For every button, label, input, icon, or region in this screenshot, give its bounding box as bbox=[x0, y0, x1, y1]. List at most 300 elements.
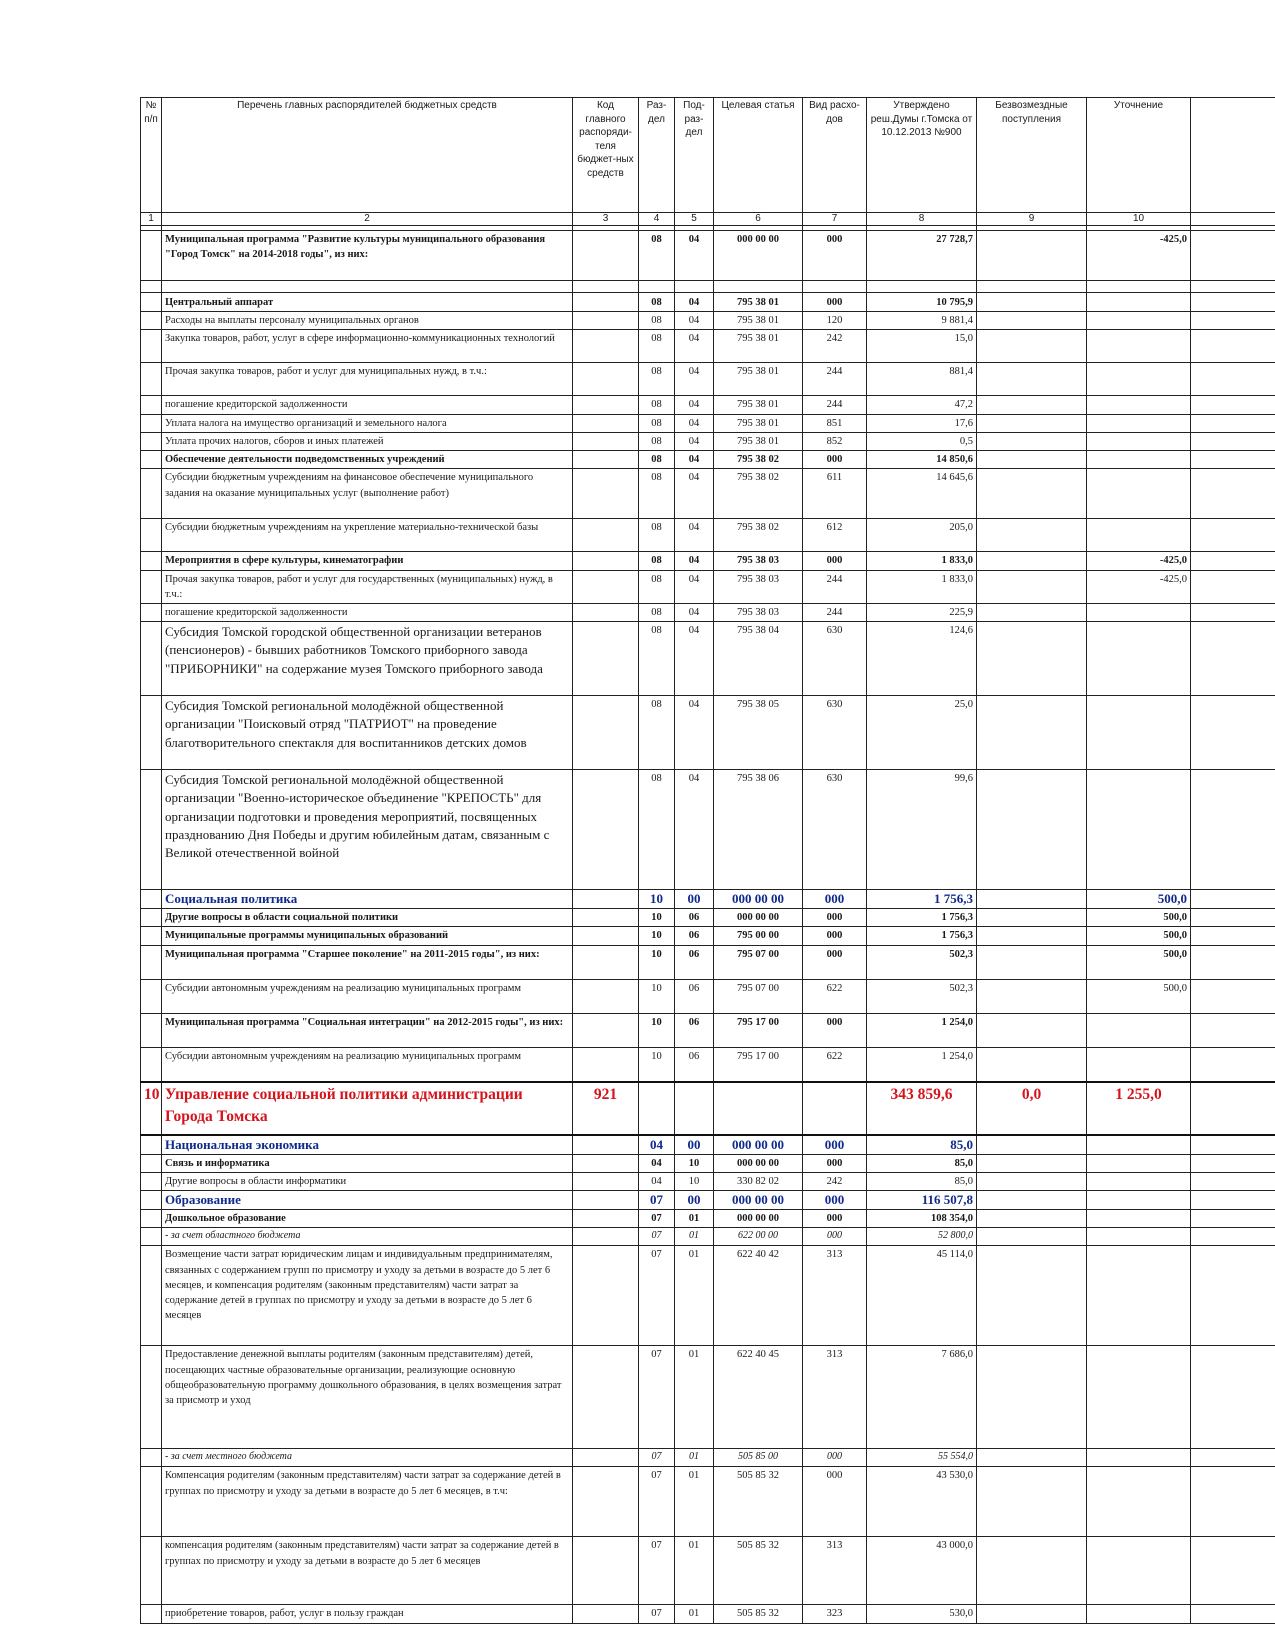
row-name: приобретение товаров, работ, услуг в пользу граждан bbox=[162, 1605, 573, 1623]
row-expense-type: 244 bbox=[803, 570, 867, 603]
row-extra bbox=[1191, 396, 1275, 414]
row-section: 04 bbox=[639, 1135, 675, 1155]
row-expense-type: 244 bbox=[803, 396, 867, 414]
row-number bbox=[141, 1013, 162, 1047]
row-subsection: 01 bbox=[675, 1537, 714, 1605]
row-grants bbox=[977, 519, 1087, 552]
row-approved: 85,0 bbox=[867, 1154, 977, 1172]
row-expense-type: 244 bbox=[803, 363, 867, 396]
row-extra bbox=[1191, 945, 1275, 979]
row-approved: 10 795,9 bbox=[867, 293, 977, 312]
row-grants bbox=[977, 451, 1087, 469]
row-target-article: 000 00 00 bbox=[714, 890, 803, 909]
row-extra bbox=[1191, 432, 1275, 450]
table-row bbox=[141, 1172, 1275, 1190]
row-target-article: 795 38 03 bbox=[714, 603, 803, 621]
table-row bbox=[141, 770, 1275, 890]
row-number bbox=[141, 1605, 162, 1623]
row-section: 08 bbox=[639, 231, 675, 281]
row-extra bbox=[1191, 519, 1275, 552]
row-subsection: 10 bbox=[675, 1172, 714, 1190]
row-expense-type: 622 bbox=[803, 979, 867, 1013]
row-code bbox=[573, 927, 639, 945]
row-code bbox=[573, 469, 639, 519]
row-section: 08 bbox=[639, 312, 675, 330]
row-adjustment bbox=[1087, 1172, 1191, 1190]
row-code bbox=[573, 1013, 639, 1047]
row-code bbox=[573, 1154, 639, 1172]
row-code bbox=[573, 1246, 639, 1346]
row-grants bbox=[977, 1537, 1087, 1605]
row-grants bbox=[977, 1228, 1087, 1246]
row-expense-type: 000 bbox=[803, 293, 867, 312]
row-expense-type: 611 bbox=[803, 469, 867, 519]
row-section: 10 bbox=[639, 909, 675, 927]
row-subsection: 06 bbox=[675, 979, 714, 1013]
row-subsection: 01 bbox=[675, 1449, 714, 1467]
row-target-article: 795 00 00 bbox=[714, 927, 803, 945]
row-code bbox=[573, 519, 639, 552]
col-number: 7 bbox=[803, 213, 867, 226]
row-code bbox=[573, 1210, 639, 1228]
row-approved: 343 859,6 bbox=[867, 1082, 977, 1135]
row-extra bbox=[1191, 603, 1275, 621]
row-section: 10 bbox=[639, 979, 675, 1013]
row-number bbox=[141, 293, 162, 312]
row-adjustment bbox=[1087, 1467, 1191, 1537]
row-approved: 14 645,6 bbox=[867, 469, 977, 519]
row-approved: 502,3 bbox=[867, 945, 977, 979]
row-adjustment: 500,0 bbox=[1087, 945, 1191, 979]
row-grants bbox=[977, 1449, 1087, 1467]
col-header-name: Перечень главных распорядителей бюджетных средств bbox=[162, 98, 573, 213]
row-approved: 27 728,7 bbox=[867, 231, 977, 281]
row-code: 921 bbox=[573, 1082, 639, 1135]
row-name: Субсидия Томской региональной молодёжной общественной организации "Поисковый отряд "ПАТРИОТ" на проведение благотворительного спектакля для воспитанников детских домов bbox=[162, 696, 573, 770]
row-number bbox=[141, 622, 162, 696]
row-extra bbox=[1191, 1467, 1275, 1537]
row-target-article: 505 85 00 bbox=[714, 1449, 803, 1467]
row-subsection: 04 bbox=[675, 770, 714, 890]
row-grants bbox=[977, 979, 1087, 1013]
row-extra bbox=[1191, 1210, 1275, 1228]
row-expense-type: 313 bbox=[803, 1246, 867, 1346]
row-name: Прочая закупка товаров, работ и услуг для государственных (муниципальных) нужд, в т.ч.: bbox=[162, 570, 573, 603]
row-section: 07 bbox=[639, 1346, 675, 1449]
row-number bbox=[141, 396, 162, 414]
row-adjustment: -425,0 bbox=[1087, 231, 1191, 281]
row-target-article: 795 07 00 bbox=[714, 945, 803, 979]
row-number bbox=[141, 469, 162, 519]
row-number bbox=[141, 1135, 162, 1155]
row-subsection: 01 bbox=[675, 1467, 714, 1537]
column-number-row bbox=[141, 213, 1275, 226]
row-subsection: 01 bbox=[675, 1246, 714, 1346]
row-grants bbox=[977, 603, 1087, 621]
row-name: Закупка товаров, работ, услуг в сфере информационно-коммуникационных технологий bbox=[162, 330, 573, 363]
row-subsection: 04 bbox=[675, 414, 714, 432]
row-grants bbox=[977, 1346, 1087, 1449]
row-approved: 124,6 bbox=[867, 622, 977, 696]
row-target-article: 000 00 00 bbox=[714, 1154, 803, 1172]
budget-rows bbox=[141, 231, 1275, 1624]
row-extra bbox=[1191, 570, 1275, 603]
row-number bbox=[141, 770, 162, 890]
row-expense-type: 630 bbox=[803, 770, 867, 890]
table-row bbox=[141, 231, 1275, 281]
row-number bbox=[141, 1228, 162, 1246]
row-expense-type: 000 bbox=[803, 1191, 867, 1210]
row-expense-type: 000 bbox=[803, 1210, 867, 1228]
col-header-approved: Утверждено реш.Думы г.Томска от 10.12.2013 №900 bbox=[867, 98, 977, 213]
row-approved: 85,0 bbox=[867, 1135, 977, 1155]
row-subsection: 04 bbox=[675, 451, 714, 469]
row-number bbox=[141, 519, 162, 552]
table-row bbox=[141, 927, 1275, 945]
row-name: Национальная экономика bbox=[162, 1135, 573, 1155]
row-extra bbox=[1191, 1013, 1275, 1047]
row-approved: 502,3 bbox=[867, 979, 977, 1013]
row-extra bbox=[1191, 1537, 1275, 1605]
row-expense-type: 323 bbox=[803, 1605, 867, 1623]
row-approved: 1 756,3 bbox=[867, 927, 977, 945]
row-grants bbox=[977, 770, 1087, 890]
row-adjustment bbox=[1087, 363, 1191, 396]
row-target-article: 795 07 00 bbox=[714, 979, 803, 1013]
row-section: 08 bbox=[639, 432, 675, 450]
row-approved: 0,5 bbox=[867, 432, 977, 450]
row-name: Социальная политика bbox=[162, 890, 573, 909]
row-code bbox=[573, 1191, 639, 1210]
col-header-subsection: Под-раз-дел bbox=[675, 98, 714, 213]
row-subsection: 04 bbox=[675, 293, 714, 312]
row-approved: 99,6 bbox=[867, 770, 977, 890]
row-adjustment bbox=[1087, 1346, 1191, 1449]
col-number: 1 bbox=[141, 213, 162, 226]
table-row bbox=[141, 1013, 1275, 1047]
row-extra bbox=[1191, 363, 1275, 396]
row-grants bbox=[977, 330, 1087, 363]
table-row bbox=[141, 1467, 1275, 1537]
row-subsection: 00 bbox=[675, 1191, 714, 1210]
row-number bbox=[141, 890, 162, 909]
row-subsection: 04 bbox=[675, 330, 714, 363]
row-expense-type: 244 bbox=[803, 603, 867, 621]
col-number: 3 bbox=[573, 213, 639, 226]
row-target-article: 795 38 01 bbox=[714, 330, 803, 363]
row-grants bbox=[977, 414, 1087, 432]
row-number bbox=[141, 1191, 162, 1210]
row-expense-type: 313 bbox=[803, 1537, 867, 1605]
row-number bbox=[141, 312, 162, 330]
row-code bbox=[573, 1135, 639, 1155]
row-grants bbox=[977, 312, 1087, 330]
row-grants bbox=[977, 1154, 1087, 1172]
row-extra bbox=[1191, 1082, 1275, 1135]
row-grants bbox=[977, 1013, 1087, 1047]
row-code bbox=[573, 451, 639, 469]
col-number: 5 bbox=[675, 213, 714, 226]
row-extra bbox=[1191, 231, 1275, 281]
row-grants bbox=[977, 1246, 1087, 1346]
row-number bbox=[141, 552, 162, 570]
row-extra bbox=[1191, 1449, 1275, 1467]
row-number bbox=[141, 603, 162, 621]
row-subsection: 00 bbox=[675, 1135, 714, 1155]
row-subsection: 04 bbox=[675, 603, 714, 621]
row-extra bbox=[1191, 1172, 1275, 1190]
col-number bbox=[1191, 213, 1275, 226]
row-target-article: 795 38 06 bbox=[714, 770, 803, 890]
row-name: Уплата прочих налогов, сборов и иных платежей bbox=[162, 432, 573, 450]
row-approved: 9 881,4 bbox=[867, 312, 977, 330]
row-name: Дошкольное образование bbox=[162, 1210, 573, 1228]
row-adjustment bbox=[1087, 469, 1191, 519]
row-code bbox=[573, 570, 639, 603]
row-approved: 25,0 bbox=[867, 696, 977, 770]
row-subsection: 01 bbox=[675, 1210, 714, 1228]
row-code bbox=[573, 1047, 639, 1082]
col-number: 8 bbox=[867, 213, 977, 226]
row-code bbox=[573, 396, 639, 414]
row-section: 08 bbox=[639, 414, 675, 432]
row-grants bbox=[977, 1191, 1087, 1210]
row-grants bbox=[977, 552, 1087, 570]
row-section: 08 bbox=[639, 696, 675, 770]
row-number bbox=[141, 1537, 162, 1605]
row-approved: 1 833,0 bbox=[867, 552, 977, 570]
row-code bbox=[573, 293, 639, 312]
row-grants bbox=[977, 396, 1087, 414]
row-approved: 14 850,6 bbox=[867, 451, 977, 469]
row-number bbox=[141, 979, 162, 1013]
row-extra bbox=[1191, 1346, 1275, 1449]
row-section: 08 bbox=[639, 469, 675, 519]
row-target-article: 795 17 00 bbox=[714, 1047, 803, 1082]
row-approved: 15,0 bbox=[867, 330, 977, 363]
row-number bbox=[141, 570, 162, 603]
row-extra bbox=[1191, 469, 1275, 519]
row-grants bbox=[977, 622, 1087, 696]
row-section: 10 bbox=[639, 945, 675, 979]
row-target-article: 795 38 01 bbox=[714, 414, 803, 432]
row-grants bbox=[977, 696, 1087, 770]
row-name: Компенсация родителям (законным представителям) части затрат за содержание детей в группах по присмотру и уходу за детьми в возрасте до 5 лет 6 месяцев, в т.ч: bbox=[162, 1467, 573, 1537]
row-adjustment bbox=[1087, 1449, 1191, 1467]
row-approved: 47,2 bbox=[867, 396, 977, 414]
row-section: 08 bbox=[639, 622, 675, 696]
table-row bbox=[141, 603, 1275, 621]
row-name: Другие вопросы в области социальной политики bbox=[162, 909, 573, 927]
col-header-target-article: Целевая статья bbox=[714, 98, 803, 213]
table-row bbox=[141, 293, 1275, 312]
table-row bbox=[141, 312, 1275, 330]
row-code bbox=[573, 330, 639, 363]
row-name: Муниципальная программа "Развитие культуры муниципального образования "Город Томск" на 2014-2018 годы", из них: bbox=[162, 231, 573, 281]
row-grants bbox=[977, 570, 1087, 603]
row-name: компенсация родителям (законным представителям) части затрат за содержание детей в группах по присмотру и уходу за детьми в возрасте до 5 лет 6 месяцев bbox=[162, 1537, 573, 1605]
col-header-extra bbox=[1191, 98, 1275, 213]
row-expense-type: 851 bbox=[803, 414, 867, 432]
row-grants bbox=[977, 909, 1087, 927]
row-expense-type: 000 bbox=[803, 1449, 867, 1467]
row-name: погашение кредиторской задолженности bbox=[162, 603, 573, 621]
row-name: Субсидия Томской городской общественной организации ветеранов (пенсионеров) - бывших работников Томского приборного завода "ПРИБОРНИКИ" на содержание музея Томского приборного завода bbox=[162, 622, 573, 696]
row-name: - за счет местного бюджета bbox=[162, 1449, 573, 1467]
row-approved: 1 756,3 bbox=[867, 909, 977, 927]
table-row bbox=[141, 1210, 1275, 1228]
row-name: Центральный аппарат bbox=[162, 293, 573, 312]
row-grants bbox=[977, 363, 1087, 396]
row-adjustment: 500,0 bbox=[1087, 909, 1191, 927]
row-number bbox=[141, 231, 162, 281]
row-grants bbox=[977, 945, 1087, 979]
table-row bbox=[141, 1346, 1275, 1449]
row-target-article: 795 38 01 bbox=[714, 432, 803, 450]
table-row bbox=[141, 1246, 1275, 1346]
row-subsection: 06 bbox=[675, 945, 714, 979]
table-row bbox=[141, 1605, 1275, 1623]
header-row bbox=[141, 98, 1275, 213]
row-subsection: 04 bbox=[675, 312, 714, 330]
row-approved: 108 354,0 bbox=[867, 1210, 977, 1228]
row-section: 10 bbox=[639, 890, 675, 909]
table-row bbox=[141, 363, 1275, 396]
row-approved: 7 686,0 bbox=[867, 1346, 977, 1449]
row-adjustment: 1 255,0 bbox=[1087, 1082, 1191, 1135]
row-approved: 43 530,0 bbox=[867, 1467, 977, 1537]
row-subsection: 06 bbox=[675, 927, 714, 945]
row-expense-type: 000 bbox=[803, 451, 867, 469]
row-section: 08 bbox=[639, 570, 675, 603]
row-grants bbox=[977, 231, 1087, 281]
row-code bbox=[573, 552, 639, 570]
row-expense-type: 120 bbox=[803, 312, 867, 330]
col-header-adjustment: Уточнение bbox=[1087, 98, 1191, 213]
col-number: 10 bbox=[1087, 213, 1191, 226]
row-section: 04 bbox=[639, 1172, 675, 1190]
row-code bbox=[573, 603, 639, 621]
row-target-article bbox=[714, 1082, 803, 1135]
row-code bbox=[573, 432, 639, 450]
table-row bbox=[141, 432, 1275, 450]
row-subsection: 04 bbox=[675, 396, 714, 414]
row-adjustment bbox=[1087, 1605, 1191, 1623]
row-target-article: 000 00 00 bbox=[714, 1210, 803, 1228]
row-expense-type: 000 bbox=[803, 909, 867, 927]
row-approved: 205,0 bbox=[867, 519, 977, 552]
row-number bbox=[141, 1346, 162, 1449]
row-target-article: 795 38 02 bbox=[714, 519, 803, 552]
row-expense-type: 630 bbox=[803, 696, 867, 770]
row-section: 07 bbox=[639, 1467, 675, 1537]
row-subsection: 04 bbox=[675, 469, 714, 519]
row-expense-type bbox=[803, 1082, 867, 1135]
row-code bbox=[573, 1537, 639, 1605]
row-target-article: 795 38 04 bbox=[714, 622, 803, 696]
row-name: Мероприятия в сфере культуры, кинематографии bbox=[162, 552, 573, 570]
row-grants bbox=[977, 1135, 1087, 1155]
row-section: 10 bbox=[639, 1013, 675, 1047]
row-target-article: 505 85 32 bbox=[714, 1605, 803, 1623]
row-code bbox=[573, 979, 639, 1013]
row-approved: 43 000,0 bbox=[867, 1537, 977, 1605]
row-expense-type: 000 bbox=[803, 890, 867, 909]
row-target-article: 330 82 02 bbox=[714, 1172, 803, 1190]
row-adjustment bbox=[1087, 330, 1191, 363]
row-target-article: 795 38 02 bbox=[714, 451, 803, 469]
row-expense-type: 000 bbox=[803, 552, 867, 570]
row-approved: 45 114,0 bbox=[867, 1246, 977, 1346]
row-section: 07 bbox=[639, 1605, 675, 1623]
row-extra bbox=[1191, 293, 1275, 312]
row-adjustment: 500,0 bbox=[1087, 890, 1191, 909]
row-grants bbox=[977, 1172, 1087, 1190]
row-adjustment bbox=[1087, 1047, 1191, 1082]
row-adjustment bbox=[1087, 1191, 1191, 1210]
row-number bbox=[141, 451, 162, 469]
row-adjustment bbox=[1087, 1135, 1191, 1155]
row-number bbox=[141, 363, 162, 396]
row-extra bbox=[1191, 414, 1275, 432]
row-subsection: 04 bbox=[675, 519, 714, 552]
row-section: 08 bbox=[639, 451, 675, 469]
row-target-article: 505 85 32 bbox=[714, 1467, 803, 1537]
row-grants bbox=[977, 1210, 1087, 1228]
row-subsection: 01 bbox=[675, 1605, 714, 1623]
table-row bbox=[141, 1228, 1275, 1246]
row-adjustment bbox=[1087, 432, 1191, 450]
row-number bbox=[141, 330, 162, 363]
row-expense-type: 000 bbox=[803, 1467, 867, 1537]
row-number bbox=[141, 1246, 162, 1346]
row-target-article: 000 00 00 bbox=[714, 231, 803, 281]
row-code bbox=[573, 622, 639, 696]
row-number bbox=[141, 1172, 162, 1190]
row-extra bbox=[1191, 552, 1275, 570]
row-code bbox=[573, 1449, 639, 1467]
row-expense-type: 000 bbox=[803, 231, 867, 281]
row-subsection: 04 bbox=[675, 432, 714, 450]
row-name: Управление социальной политики администрации Города Томска bbox=[162, 1082, 573, 1135]
row-section: 07 bbox=[639, 1246, 675, 1346]
col-header-grants: Безвозмездные поступления bbox=[977, 98, 1087, 213]
table-row bbox=[141, 890, 1275, 909]
table-row bbox=[141, 1135, 1275, 1155]
table-row bbox=[141, 1154, 1275, 1172]
table-row bbox=[141, 1537, 1275, 1605]
row-number bbox=[141, 414, 162, 432]
row-code bbox=[573, 770, 639, 890]
row-subsection: 04 bbox=[675, 363, 714, 396]
row-target-article: 795 38 05 bbox=[714, 696, 803, 770]
spacer-row bbox=[141, 281, 1275, 293]
table-row bbox=[141, 622, 1275, 696]
col-header-expense-type: Вид расхо-дов bbox=[803, 98, 867, 213]
row-extra bbox=[1191, 1047, 1275, 1082]
col-header-section: Раз-дел bbox=[639, 98, 675, 213]
row-extra bbox=[1191, 1246, 1275, 1346]
table-row bbox=[141, 1449, 1275, 1467]
row-subsection: 00 bbox=[675, 890, 714, 909]
row-number: 10 bbox=[141, 1082, 162, 1135]
row-subsection: 04 bbox=[675, 622, 714, 696]
row-grants bbox=[977, 469, 1087, 519]
row-section: 10 bbox=[639, 1047, 675, 1082]
row-section: 08 bbox=[639, 363, 675, 396]
row-extra bbox=[1191, 1191, 1275, 1210]
row-expense-type: 242 bbox=[803, 1172, 867, 1190]
